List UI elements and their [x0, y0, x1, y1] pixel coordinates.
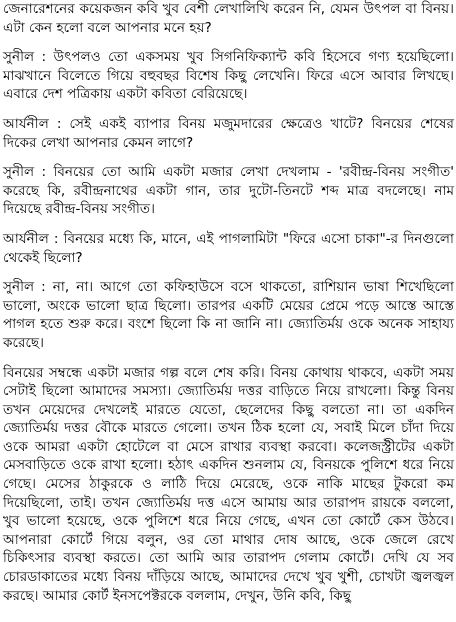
- speaker-label: আর্যনীল :: [3, 115, 62, 132]
- paragraph-text: জেনারেশনের কয়েকজন কবি খুব বেশী লেখালিখি করেন নি, যেমন উৎপল বা বিনয়। এটা কেন হলো বলে আপনার মনে হয়?: [3, 1, 454, 36]
- paragraph-text: বিনয়ের মধ্যে কি, মানে, এই পাগলামিটা "ফিরে এসো চাকা"-র দিনগুলো থেকেই ছিলো?: [3, 230, 454, 266]
- paragraph-text: বিনয়ের তো আমি একটা মজার লেখা দেখলাম - 'রবীন্দ্র-বিনয় সংগীত' করেছে কি, রবীন্দ্রনাথের একটা গান, তার দুটো-তিনটে শব্দ মাত্র বদলেছে। নাম দিয়েছে রবীন্দ্র-বিনয় সংগীত।: [3, 164, 454, 218]
- speaker-label: সুনীল :: [3, 164, 47, 181]
- speaker-label: সুনীল :: [3, 279, 46, 296]
- paragraph-7: [3, 364, 454, 606]
- paragraph-2: [3, 48, 454, 104]
- paragraph-1: [3, 0, 454, 37]
- paragraph-text: উৎপলও তো একসময় খুব সিগনিফিক্যান্ট কবি হিসেবে গণ্য হয়েছিলো। মাঝখানে বিলেতে গিয়ে বহুবছর বিশেষ কিছু লেখেনি। ফিরে এসে আবার লিখছে। এবারে দেশ পত্রিকায় একটা কবিতা বেরিয়েছে।: [3, 49, 455, 103]
- paragraph-text: সেই একই ব্যাপার বিনয় মজুমদারের ক্ষেত্রেও খাটে? বিনয়ের শেষের দিকের লেখা আপনার কেমন লাগে?: [3, 115, 454, 151]
- speaker-label: সুনীল :: [3, 49, 47, 66]
- paragraph-text: বিনয়ের সম্বন্ধে একটা মজার গল্প বলে শেষ করি। বিনয় কোথায় থাকবে, একটা সময় সেটাই ছিলো আমাদের সমস্যা। জ্যোতির্ময় দত্তর বাড়িতে নিয়ে রাখলো। কিন্তু বিনয় তখন মেয়েদের দেখলেই মারতে যেতো, ছেলেদের কিছু বলতো না। তা একদিন জ্যোতির্ময় দত্তর বৌকে মারতে গেলো। তখন ঠিক হলো যে, সবাই মিলে চাঁদা দিয়ে ওকে আমরা একটা হোটেলে বা মেসে রাখার ব্যবস্থা করবো। কলেজস্ট্রীটের একটা মেসবাড়িতে ওকে রাখা হলো। হঠাৎ একদিন শুনলাম যে, বিনয়কে পুলিশে ধরে নিয়ে গেছে। মেসের ঠাকুরকে ও লাঠি দিয়ে মেরেছে, ওকে নাকি মাছের টুকরো কম দিয়েছিলো, তাই। তখন জ্যোতির্ময় দত্ত এসে আমায় আর তারাপদ রায়কে বললো, খুব ভালো হয়েছে, ওকে পুলিশে ধরে নিয়ে গেছে, এখন তো কোর্টে কেস উঠবে। আপনারা কোর্টে গিয়ে বলুন, ওর তো মাথার দোষ আছে, ওকে জেলে রেখে চিকিৎসার ব্যবস্থা করতে। তো আমি আর তারাপদ গেলাম কোর্টে। দেখি যে সব চোরডাকাতের মধ্যে বিনয় দাঁড়িয়ে আছে, আমাদের দেখে খুব খুশী, চোখটা জ্বলজ্বল করছে। আমার কোর্ট ইনসপেক্টরকে বললাম, দেখুন, উনি কবি, কিছু: [3, 364, 454, 604]
- paragraph-5: [3, 230, 454, 267]
- speaker-label: আর্যনীল :: [3, 230, 59, 247]
- paragraph-4: [3, 163, 454, 219]
- paragraph-6: [3, 278, 454, 352]
- paragraph-3: [3, 115, 454, 152]
- paragraph-text: না, না। আগে তো কফিহাউসে বসে থাকতো, রাশিয়ান ভাষা শিখেছিলো ভালো, অংকে ভালো ছাত্র ছিলো। তারপর একটি মেয়ের প্রেমে পড়ে আস্তে আস্তে পাগল হতে শুরু করে। বংশে ছিলো কি না জানি না। জ্যোতির্ময় ওকে অনেক সাহায্য করেছে।: [3, 279, 454, 351]
